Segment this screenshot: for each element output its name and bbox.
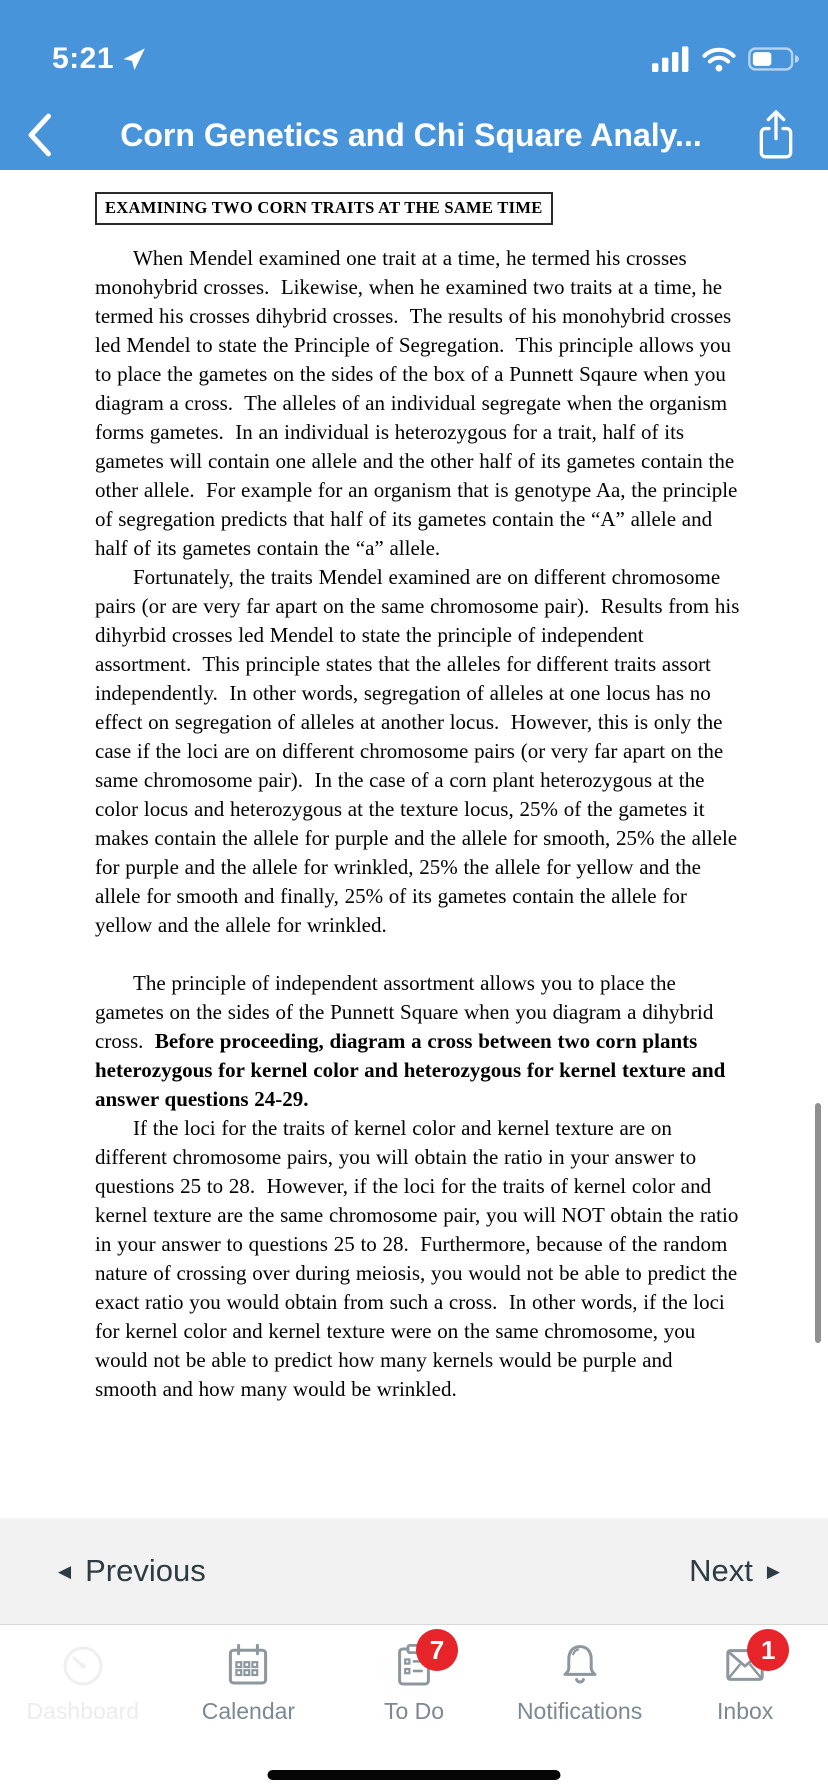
- header: [0, 0, 828, 170]
- document-viewer[interactable]: [0, 170, 828, 1518]
- share-button[interactable]: [750, 105, 802, 165]
- calendar-icon: [224, 1641, 272, 1689]
- pager-bar: [0, 1518, 828, 1625]
- todo-badge: 7: [416, 1629, 458, 1671]
- page-title: Corn Genetics and Chi Square Analy...: [120, 116, 702, 153]
- document-heading-box: [95, 192, 553, 225]
- status-bar: [0, 0, 828, 100]
- dashboard-gauge-icon: [59, 1641, 107, 1689]
- clock-time: 5:21: [52, 42, 115, 75]
- left-triangle-icon: ◀: [58, 1561, 72, 1581]
- right-triangle-icon: ▶: [766, 1561, 780, 1581]
- back-button[interactable]: [26, 107, 72, 163]
- tab-inbox[interactable]: [662, 1634, 828, 1725]
- wifi-icon: [702, 47, 736, 72]
- paragraph: When Mendel examined one trait at a time, he termed his crosses monohybrid crosses. Likewise, when he examined two traits at a time, he termed his crosses dihybrid crosses. The results of his monohybrid crosses led Mendel to state the Principle of Segregation. This principle allows you to place the gametes on the sides of the box of a Punnett Sqaure when you diagram a cross. The alleles of an individual segregate when the organism forms gametes. In an individual is heterozygous for a trait, half of its gametes will contain one allele and the other half of its gametes contain the other allele. For example for an organism that is genotype Aa, the principle of segregation predicts that half of its gametes contain the “A” allele and half of its gametes contain the “a” allele.: [95, 246, 744, 560]
- next-label: Next: [689, 1553, 753, 1588]
- tab-bar: [0, 1625, 828, 1792]
- tab-label-calendar: Calendar: [201, 1698, 296, 1724]
- tab-notifications[interactable]: [497, 1641, 663, 1725]
- tab-todo[interactable]: [331, 1634, 497, 1725]
- document-paragraphs: [95, 244, 746, 1404]
- battery-icon: [748, 46, 800, 72]
- nav-bar: [0, 100, 828, 170]
- tab-label-todo: To Do: [383, 1698, 445, 1724]
- tab-label-dashboard: Dashboard: [26, 1698, 140, 1724]
- share-icon: [754, 106, 798, 164]
- location-arrow-icon: [122, 47, 146, 71]
- tab-calendar[interactable]: [166, 1641, 332, 1725]
- tab-label-inbox: Inbox: [717, 1698, 774, 1724]
- home-indicator[interactable]: [268, 1770, 561, 1780]
- back-chevron-icon: [26, 113, 52, 157]
- previous-button[interactable]: [58, 1553, 206, 1589]
- paragraph: Fortunately, the traits Mendel examined are on different chromosome pairs (or are very far apart on the same chromosome pair). Results from his dihyrbid crosses led Mendel to state the principle of independent assortment. This principle states that the alleles for different traits assort independently. In other words, segregation of alleles at one locus has no effect on segregation of alleles at another locus. However, this is only the case if the loci are on different chromosome pairs (or very far apart on the same chromosome pair). In the case of a corn plant heterozygous at the color locus and heterozygous at the texture locus, 25% of the gametes it makes contain the allele for purple and the allele for smooth, 25% the allele for purple and the allele for wrinkled, 25% the allele for yellow and the allele for smooth and finally, 25% of its gametes contain the allele for yellow and the allele for wrinkled.: [95, 565, 746, 937]
- document-heading: EXAMINING TWO CORN TRAITS AT THE SAME TIME: [105, 198, 543, 217]
- paragraph: If the loci for the traits of kernel color and kernel texture are on different chromosome pairs, you will obtain the ratio in your answer to questions 25 to 28. However, if the loci for the traits of kernel color and kernel texture are the same chromosome pair, you will NOT obtain the ratio in your answer to questions 25 to 28. Furthermore, because of the random nature of crossing over during meiosis, you would not be able to predict the exact ratio you would obtain from such a cross. In other words, if the loci for kernel color and kernel texture were on the same chromosome, you would not be able to predict how many kernels would be purple and smooth and how many would be wrinkled.: [95, 1116, 745, 1401]
- previous-label: Previous: [85, 1553, 206, 1588]
- inbox-badge: 1: [747, 1629, 789, 1671]
- paragraph: The principle of independent assortment allows you to place the gametes on the sides of the Punnett Square when you diagram a dihybrid cross. Before proceeding, diagram a cross between two corn plants heterozygous for kernel color and heterozygous for kernel texture and answer questions 24-29.: [95, 971, 732, 1111]
- paragraph-spacer: [95, 940, 740, 969]
- tab-label-notifications: Notifications: [516, 1698, 643, 1724]
- scrollbar-thumb[interactable]: [815, 1103, 821, 1343]
- notifications-bell-icon: [556, 1641, 604, 1689]
- next-button[interactable]: [689, 1553, 780, 1589]
- tab-dashboard[interactable]: [0, 1641, 166, 1725]
- cellular-signal-icon: [652, 46, 690, 72]
